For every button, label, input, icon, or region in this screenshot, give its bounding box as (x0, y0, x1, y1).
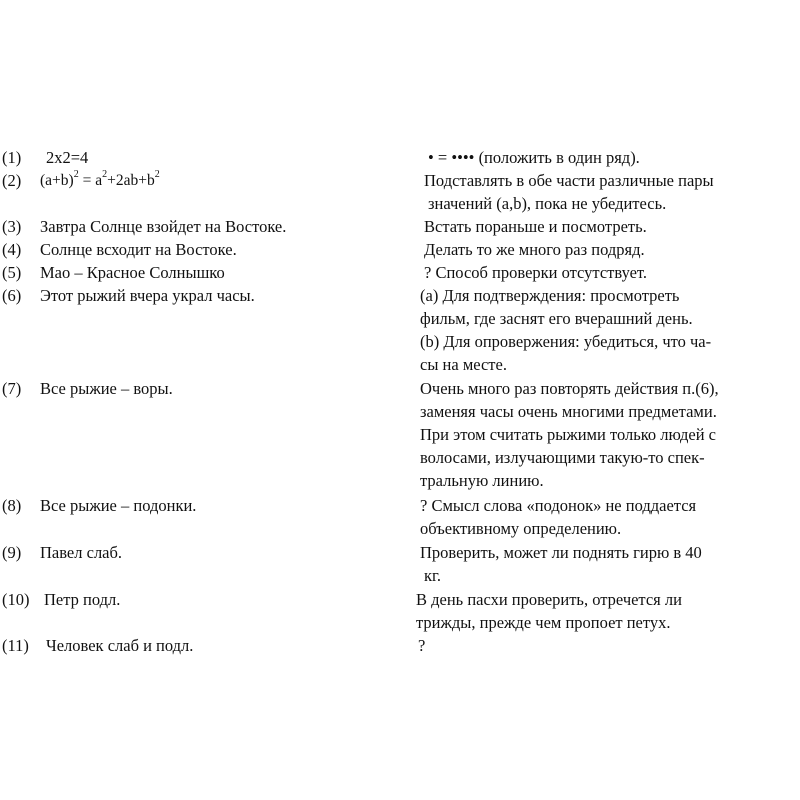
verification-method (424, 169, 714, 215)
statement-formula: $(a+b)^2 = a^2+2ab+b^2$ (40, 168, 160, 189)
statement: Мао – Красное Солнышко (40, 263, 225, 282)
row-number: (6) (2, 286, 22, 305)
method-line: ? Способ проверки отсутствует. (424, 263, 648, 282)
verification-method (428, 146, 640, 169)
row-number: (5) (2, 263, 22, 282)
verification-method (420, 284, 711, 376)
method-line: При этом считать рыжими только людей с (420, 425, 717, 444)
method-line: Встать пораньше и посмотреть. (424, 217, 647, 236)
statement: Павел слаб. (40, 543, 123, 562)
statement: 2x2=4 (46, 148, 89, 167)
method-line: ? Смысл слова «подонок» не поддается (420, 496, 697, 515)
method-line: Подставлять в обе части различные пары (424, 171, 714, 190)
row-number: (11) (2, 636, 29, 655)
row-number: (2) (2, 171, 22, 190)
method-line: В день пасхи проверить, отречется ли (416, 590, 682, 609)
row-number: (9) (2, 543, 22, 562)
statement: Все рыжие – подонки. (40, 496, 197, 515)
row-number: (1) (2, 148, 22, 167)
verification-method (418, 634, 425, 657)
verification-method (420, 377, 719, 492)
method-line: волосами, излучающими такую-то спек- (420, 448, 705, 467)
method-line: сы на месте. (420, 355, 507, 374)
method-line: кг. (424, 566, 442, 585)
method-line: Очень много раз повторять действия п.(6), (420, 379, 719, 398)
row-number: (3) (2, 217, 22, 236)
statement: Человек слаб и подл. (46, 636, 194, 655)
method-line: • = •••• (положить в один ряд). (428, 148, 640, 167)
verification-method (420, 494, 696, 540)
method-line: Делать то же много раз подряд. (424, 240, 645, 259)
method-line: (b) Для опровержения: убедиться, что ча- (420, 332, 712, 351)
method-line: фильм, где заснят его вчерашний день. (420, 309, 693, 328)
statement: Все рыжие – воры. (40, 379, 173, 398)
method-line: объективному определению. (420, 519, 622, 538)
statement: Солнце всходит на Востоке. (40, 240, 237, 259)
verification-method (420, 541, 702, 587)
verification-method (424, 261, 647, 284)
verification-method (424, 238, 645, 261)
row-number: (4) (2, 240, 22, 259)
method-line: тральную линию. (420, 471, 544, 490)
method-line: заменяя часы очень многими предметами. (420, 402, 717, 421)
method-line: трижды, прежде чем пропоет петух. (416, 613, 671, 632)
method-line: значений (a,b), пока не убедитесь. (428, 194, 667, 213)
row-number: (8) (2, 496, 22, 515)
verification-method (424, 215, 647, 238)
verification-method (416, 588, 682, 634)
statement: Петр подл. (44, 590, 121, 609)
method-line: Проверить, может ли поднять гирю в 40 (420, 543, 702, 562)
method-line: ? (418, 636, 426, 655)
row-number: (10) (2, 590, 30, 609)
statement: Этот рыжий вчера украл часы. (40, 286, 255, 305)
statement: Завтра Солнце взойдет на Востоке. (40, 217, 287, 236)
method-line: (a) Для подтверждения: просмотреть (420, 286, 680, 305)
row-number: (7) (2, 379, 22, 398)
